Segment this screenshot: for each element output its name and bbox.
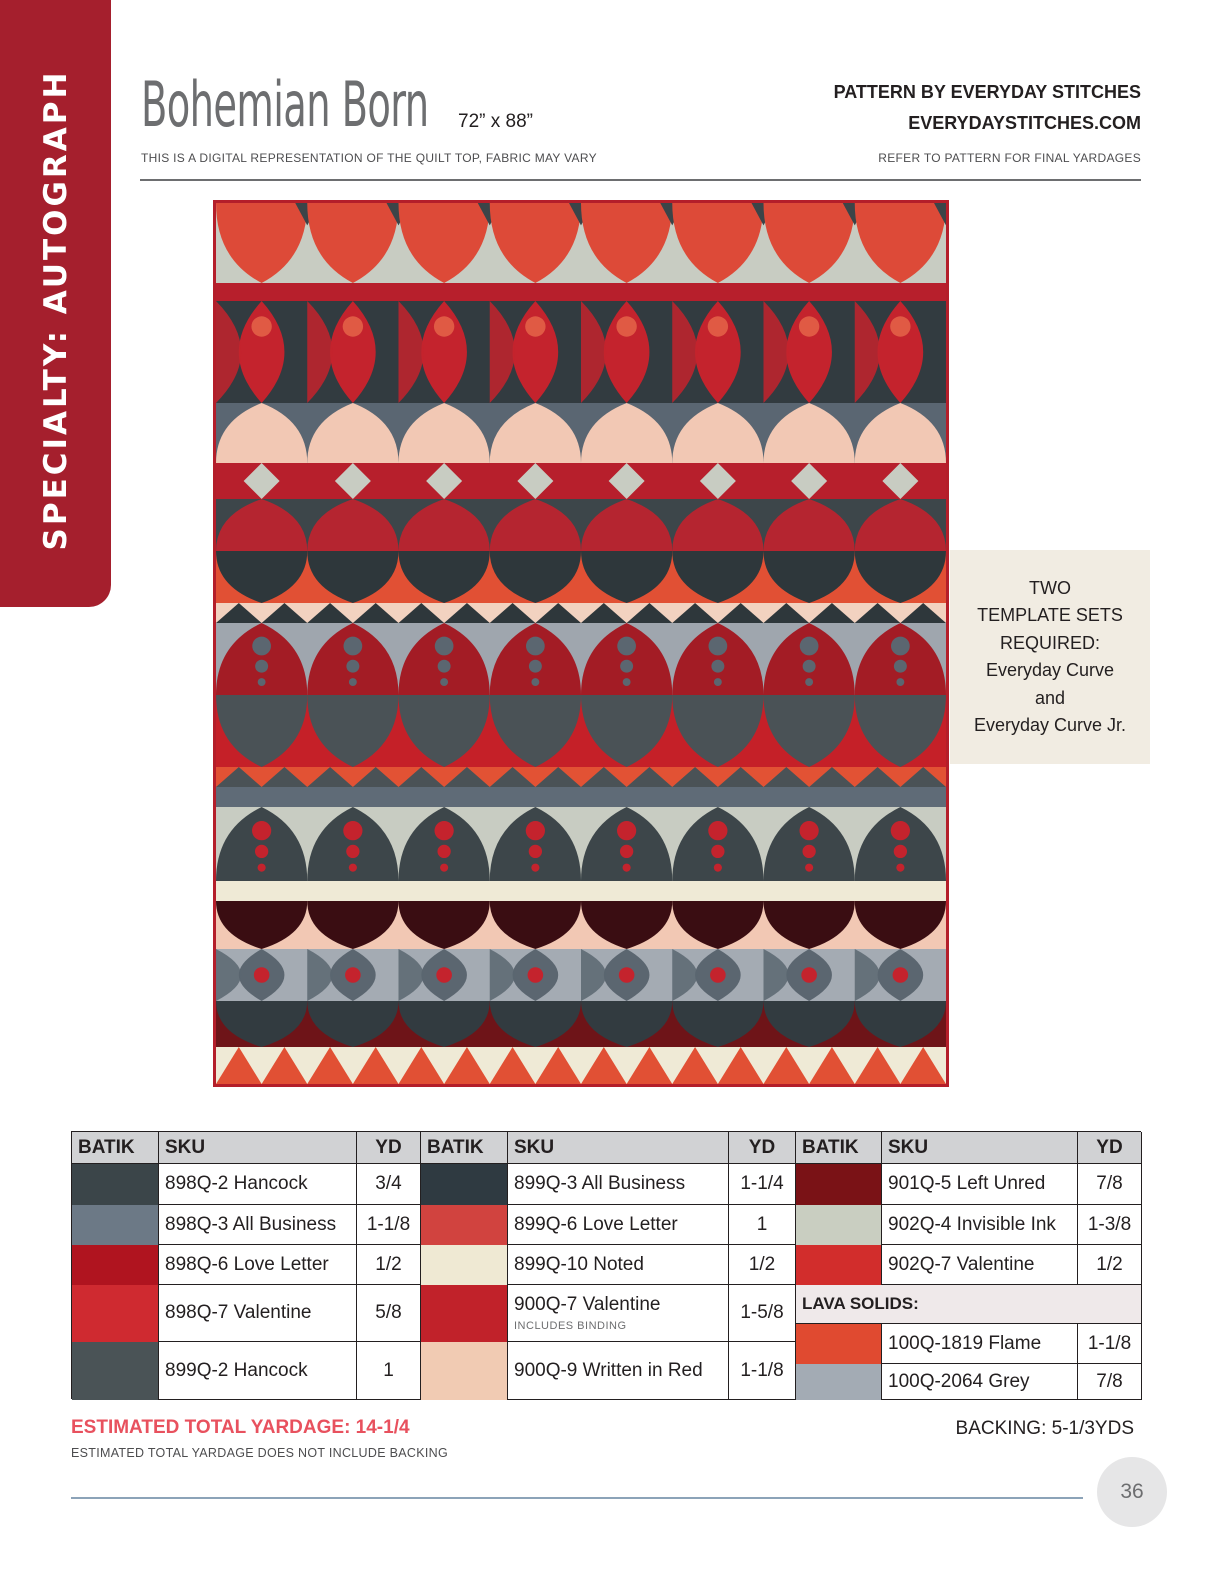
fabric-swatch [421, 1205, 508, 1245]
quilt-row [216, 403, 946, 463]
quilt-row [216, 1047, 946, 1084]
fabric-sku [508, 1342, 729, 1400]
column-header-sku: SKU [882, 1132, 1078, 1164]
fabric-swatch [421, 1342, 508, 1400]
fabric-yardage: 1-5/8 [729, 1285, 796, 1342]
fabric-yardage: 1/2 [1078, 1245, 1142, 1285]
quilt-image [213, 200, 949, 1087]
fabric-sku [508, 1205, 729, 1245]
designer-credit: PATTERN BY EVERYDAY STITCHES [833, 82, 1141, 102]
fabric-sku [159, 1205, 357, 1245]
column-header-yd: YD [1078, 1132, 1142, 1164]
fabric-yardage: 1/2 [357, 1245, 421, 1285]
estimated-total-yardage: ESTIMATED TOTAL YARDAGE: 14-1/4 [71, 1417, 410, 1438]
quilt-row [216, 1001, 946, 1047]
section-tab-label: SPECIALTY: AUTOGRAPH [38, 69, 74, 551]
fabric-yardage: 1/2 [729, 1245, 796, 1285]
note-line: REQUIRED: [999, 632, 1100, 653]
fabric-swatch [72, 1205, 159, 1245]
fabric-swatch [72, 1245, 159, 1285]
quilt-row [216, 603, 946, 623]
quilt-row [216, 767, 946, 787]
fabric-sku [882, 1164, 1078, 1205]
backing-yardage: BACKING: 5-1/3YDS [955, 1418, 1134, 1439]
column-header-batik: BATIK [421, 1132, 508, 1164]
fabric-sku: 100Q-1819 Flame [882, 1324, 1078, 1364]
column-header-yd: YD [729, 1132, 796, 1164]
sku-label: 898Q-2 Hancock [165, 1173, 308, 1194]
fabric-sku [159, 1342, 357, 1400]
fabric-swatch [796, 1364, 882, 1400]
column-header-sku: SKU [508, 1132, 729, 1164]
sku-label: 902Q-7 Valentine [888, 1253, 1035, 1275]
page-number: 36 [1097, 1457, 1167, 1527]
fabric-yardage: 5/8 [357, 1285, 421, 1342]
sku-label: 899Q-2 Hancock [165, 1359, 308, 1381]
fabric-yardage: 7/8 [1078, 1364, 1142, 1400]
quilt-row [216, 283, 946, 301]
quilt-row [216, 949, 946, 1001]
quilt-row [216, 787, 946, 807]
fabric-swatch [796, 1205, 882, 1245]
fabric-sku [882, 1245, 1078, 1285]
quilt-row [216, 807, 946, 881]
quilt-row [216, 623, 946, 695]
fabric-sku [508, 1285, 729, 1342]
template-note-box [950, 550, 1150, 764]
fabric-sku [159, 1285, 357, 1342]
fabric-requirements-table [71, 1131, 1141, 1399]
fabric-swatch [421, 1245, 508, 1285]
column-header-sku: SKU [159, 1132, 357, 1164]
disclaimer-text: THIS IS A DIGITAL REPRESENTATION OF THE QUILT TOP, FABRIC MAY VARY [141, 151, 597, 165]
sku-label: 901Q-5 Left Unred [888, 1173, 1046, 1194]
website-link[interactable]: EVERYDAYSTITCHES.COM [908, 113, 1141, 133]
fabric-swatch [796, 1245, 882, 1285]
note-line: TEMPLATE SETS [977, 605, 1123, 625]
fabric-yardage: 1 [729, 1205, 796, 1245]
sku-label: 898Q-6 Love Letter [165, 1253, 329, 1275]
fabric-yardage: 1-3/8 [1078, 1205, 1142, 1245]
quilt-row [216, 499, 946, 551]
sku-note: INCLUDES BINDING [514, 1320, 627, 1332]
quilt-row [216, 881, 946, 901]
sku-label: 899Q-6 Love Letter [514, 1213, 678, 1235]
fabric-yardage: 7/8 [1078, 1164, 1142, 1205]
quilt-row [216, 695, 946, 767]
fabric-yardage: 3/4 [357, 1164, 421, 1205]
fabric-sku [159, 1245, 357, 1285]
fabric-sku: 100Q-2064 Grey [882, 1364, 1078, 1400]
lava-solids-heading: LAVA SOLIDS: [796, 1285, 1142, 1324]
sku-label: 900Q-9 Written in Red [514, 1359, 703, 1381]
quilt-row [216, 203, 946, 283]
header-divider [140, 179, 1141, 181]
pattern-title: Bohemian Born [141, 68, 429, 141]
sku-label: 899Q-3 All Business [514, 1173, 686, 1194]
column-header-batik: BATIK [796, 1132, 882, 1164]
sku-label: 898Q-7 Valentine [165, 1302, 312, 1323]
section-tab [0, 0, 111, 607]
fabric-sku [508, 1164, 729, 1205]
fabric-swatch [72, 1342, 159, 1400]
column-header-yd: YD [357, 1132, 421, 1164]
footer-divider [71, 1497, 1083, 1499]
note-line: Everyday Curve Jr. [973, 715, 1127, 735]
note-line: TWO [1029, 577, 1071, 598]
note-line: and [1034, 687, 1066, 708]
fabric-swatch [421, 1285, 508, 1342]
sku-label: 900Q-7 Valentine [514, 1294, 661, 1315]
sku-label: 899Q-10 Noted [514, 1253, 644, 1275]
quilt-row [216, 551, 946, 603]
note-line: Everyday Curve [985, 660, 1115, 680]
quilt-dimensions: 72” x 88” [458, 111, 533, 132]
fabric-swatch [421, 1164, 508, 1205]
fabric-yardage: 1-1/8 [729, 1342, 796, 1400]
fabric-sku [508, 1245, 729, 1285]
sku-label: 902Q-4 Invisible Ink [888, 1213, 1056, 1235]
column-header-batik: BATIK [72, 1132, 159, 1164]
fabric-sku [159, 1164, 357, 1205]
total-yardage-note: ESTIMATED TOTAL YARDAGE DOES NOT INCLUDE BACKING [71, 1446, 448, 1460]
quilt-row [216, 463, 946, 499]
fabric-swatch [796, 1324, 882, 1364]
sku-label: 898Q-3 All Business [165, 1213, 337, 1235]
fabric-swatch [796, 1164, 882, 1205]
fabric-yardage: 1-1/4 [729, 1164, 796, 1205]
refer-note: REFER TO PATTERN FOR FINAL YARDAGES [878, 151, 1141, 165]
quilt-row [216, 901, 946, 949]
fabric-swatch [72, 1164, 159, 1205]
fabric-yardage: 1-1/8 [1078, 1324, 1142, 1364]
quilt-row [216, 301, 946, 403]
fabric-yardage: 1 [357, 1342, 421, 1400]
fabric-sku [882, 1205, 1078, 1245]
fabric-yardage: 1-1/8 [357, 1205, 421, 1245]
fabric-swatch [72, 1285, 159, 1342]
